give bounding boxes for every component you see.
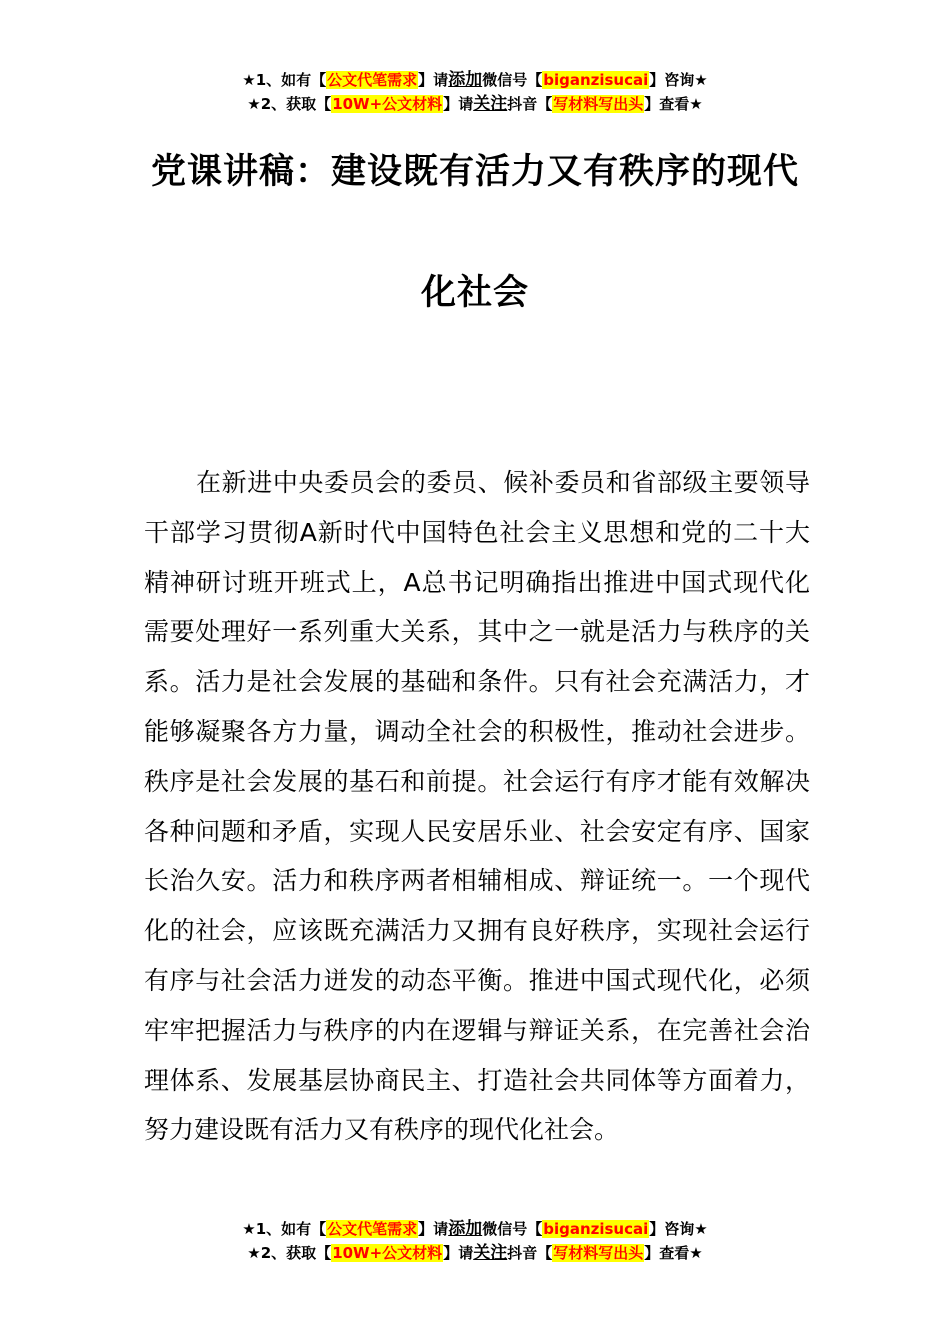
banner-line-2: ★2、获取【10W+公文材料】请关注抖音【写材料写出头】查看★ bbox=[247, 1243, 703, 1263]
header-banner bbox=[0, 68, 950, 116]
banner-line-1: ★1、如有【公文代笔需求】请添加微信号【biganzisucai】咨询★ bbox=[242, 70, 708, 90]
banner-emphasis-add: 添加 bbox=[448, 70, 483, 90]
document-title-line-2: 化社会 bbox=[420, 273, 529, 313]
banner-highlight-douyin-id: 写材料写出头 bbox=[553, 1244, 644, 1262]
banner-highlight-douyin-id: 写材料写出头 bbox=[553, 95, 644, 113]
footer-banner bbox=[0, 1217, 950, 1265]
banner-highlight-materials: 10W+公文材料 bbox=[332, 95, 443, 113]
document-title-line-1: 党课讲稿：建设既有活力又有秩序的现代 bbox=[150, 152, 799, 192]
banner-highlight-service: 公文代笔需求 bbox=[327, 1220, 418, 1238]
banner-line-1: ★1、如有【公文代笔需求】请添加微信号【biganzisucai】咨询★ bbox=[242, 1219, 708, 1239]
body-paragraph: 在新进中央委员会的委员、候补委员和省部级主要领导干部学习贯彻A新时代中国特色社会主义思想和党的二十大精神研讨班开班式上，A总书记明确指出推进中国式现代化需要处理好一系列重大关系，其中之一就是活力与秩序的关系。活力是社会发展的基础和条件。只有社会充满活力，才能够凝聚各方力量，调动全社会的积极性，推动社会进步。秩序是社会发展的基石和前提。社会运行有序才能有效解决各种问题和矛盾，实现人民安居乐业、社会安定有序、国家长治久安。活力和秩序两者相辅相成、辩证统一。一个现代化的社会，应该既充满活力又拥有良好秩序，实现社会运行有序与社会活力迸发的动态平衡。推进中国式现代化，必须牢牢把握活力与秩序的内在逻辑与辩证关系，在完善社会治理体系、发展基层协商民主、打造社会共同体等方面着力，努力建设既有活力又有秩序的现代化社会。 bbox=[144, 468, 810, 1145]
banner-emphasis-add: 添加 bbox=[448, 1219, 483, 1239]
banner-highlight-wechat-id: biganzisucai bbox=[543, 71, 649, 89]
banner-emphasis-follow: 关注 bbox=[473, 94, 508, 114]
banner-highlight-materials: 10W+公文材料 bbox=[332, 1244, 443, 1262]
banner-line-2: ★2、获取【10W+公文材料】请关注抖音【写材料写出头】查看★ bbox=[247, 94, 703, 114]
banner-highlight-wechat-id: biganzisucai bbox=[543, 1220, 649, 1238]
banner-emphasis-follow: 关注 bbox=[473, 1243, 508, 1263]
banner-highlight-service: 公文代笔需求 bbox=[327, 71, 418, 89]
